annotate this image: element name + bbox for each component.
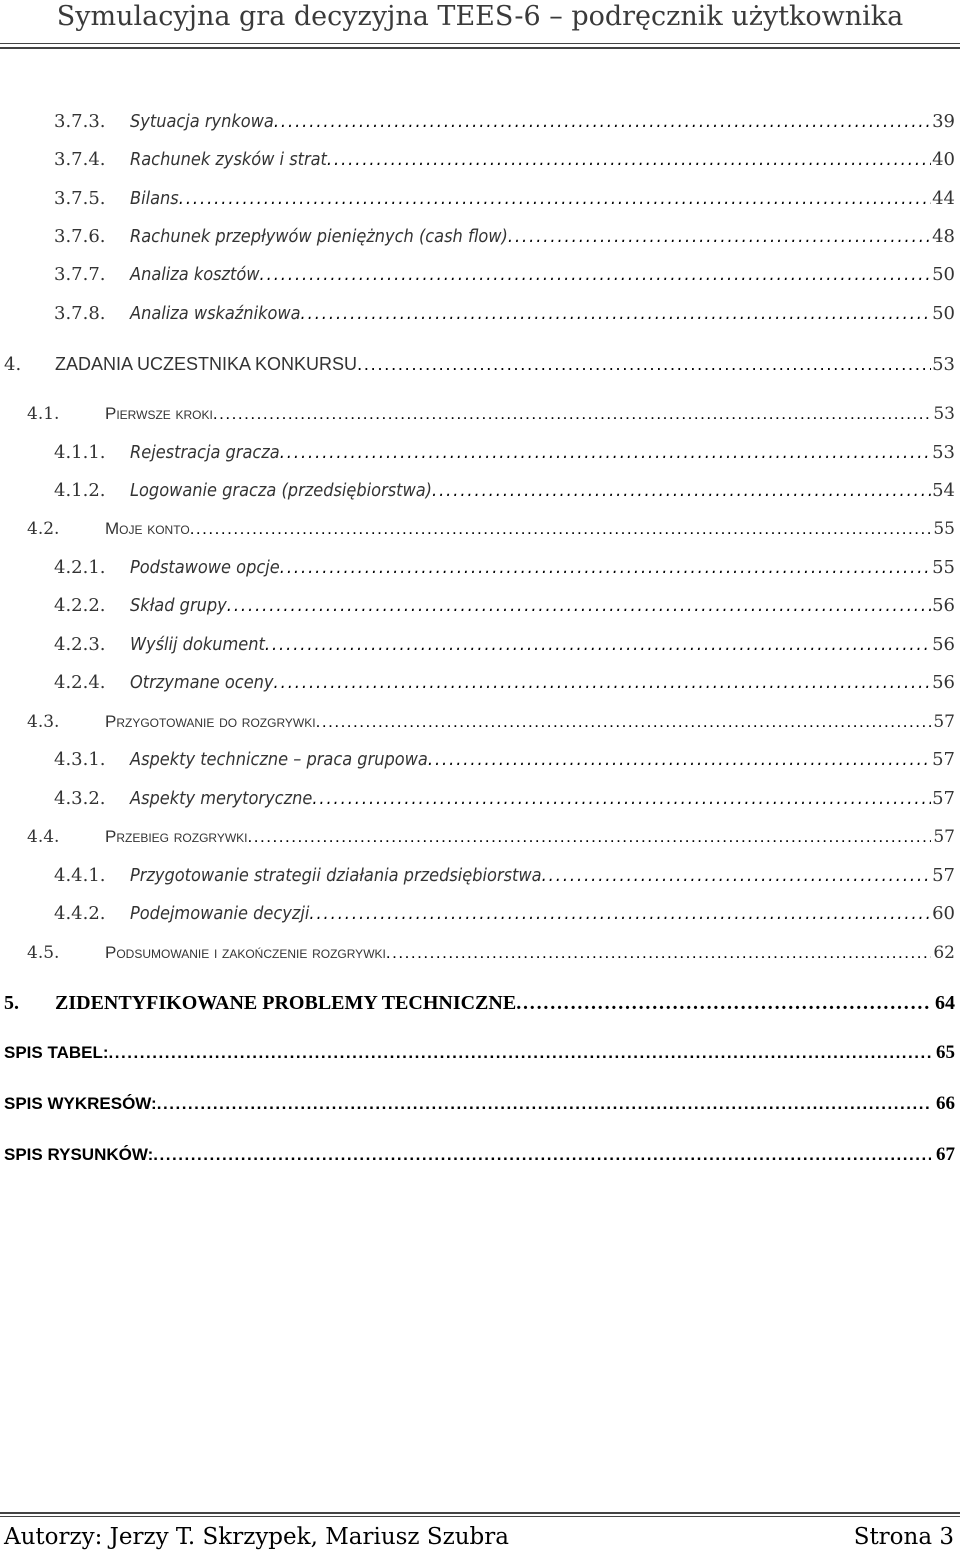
toc-dot-leader bbox=[179, 185, 931, 213]
toc-entry-title: ZADANIA UCZESTNIKA KONKURSU bbox=[55, 354, 358, 374]
toc-entry-title: Przygotowanie do rozgrywki bbox=[105, 712, 316, 731]
toc-entry-title: SPIS RYSUNKÓW: bbox=[4, 1145, 154, 1164]
toc-entry-page: 40 bbox=[932, 149, 955, 170]
toc-entry-title: Bilans bbox=[130, 188, 179, 209]
toc-entry-number: 4.3. bbox=[27, 712, 60, 732]
toc-entry-page: 44 bbox=[932, 188, 955, 209]
toc-dot-leader bbox=[157, 1090, 931, 1118]
toc-entry-title: Analiza kosztów bbox=[130, 264, 260, 285]
toc-chapter-entry[interactable] bbox=[0, 350, 955, 378]
toc-dot-leader bbox=[265, 631, 931, 659]
toc-entry-title: Rachunek przepływów pieniężnych (cash flow) bbox=[130, 226, 508, 247]
toc-entry-title: Wyślij dokument bbox=[130, 634, 265, 655]
toc-entry-number: 5. bbox=[4, 992, 19, 1014]
toc-entry-page: 64 bbox=[935, 992, 955, 1014]
toc-entry[interactable] bbox=[0, 108, 955, 136]
toc-entry-title: Podstawowe opcje bbox=[130, 557, 280, 578]
toc-dot-leader bbox=[428, 746, 931, 774]
toc-entry[interactable] bbox=[0, 554, 955, 582]
toc-entry[interactable] bbox=[0, 223, 955, 251]
toc-dot-leader bbox=[274, 669, 931, 697]
toc-entry-title: Sytuacja rynkowa bbox=[130, 111, 274, 132]
toc-entry[interactable] bbox=[0, 900, 955, 928]
toc-entry-page: 50 bbox=[932, 303, 955, 324]
toc-entry-page: 48 bbox=[932, 226, 955, 247]
header-divider bbox=[0, 43, 960, 44]
toc-entry-title: Rejestracja gracza bbox=[130, 442, 280, 463]
toc-dot-leader bbox=[357, 350, 931, 378]
toc-entry-page: 62 bbox=[933, 943, 955, 963]
toc-dot-leader bbox=[227, 592, 931, 620]
toc-entry-number: 3.7.5. bbox=[54, 188, 106, 209]
toc-dot-leader bbox=[153, 1141, 931, 1169]
toc-dot-leader bbox=[260, 261, 931, 289]
toc-entry-title: Pierwsze kroki bbox=[105, 404, 213, 423]
toc-entry-number: 4.1. bbox=[27, 404, 60, 424]
toc-entry-title: Aspekty merytoryczne bbox=[130, 788, 313, 809]
toc-entry-page: 50 bbox=[932, 264, 955, 285]
toc-entry-page: 67 bbox=[936, 1144, 955, 1165]
toc-entry-number: 4.3.2. bbox=[54, 788, 106, 809]
toc-entry-number: 4.2.2. bbox=[54, 595, 106, 616]
toc-entry-page: 55 bbox=[933, 519, 955, 539]
toc-entry-page: 57 bbox=[932, 865, 955, 886]
page-footer bbox=[4, 1521, 954, 1553]
toc-dot-leader bbox=[280, 439, 931, 467]
toc-entry-page: 39 bbox=[932, 111, 955, 132]
toc-list-of-tables[interactable] bbox=[0, 1039, 955, 1067]
footer-page-number: Strona 3 bbox=[853, 1524, 954, 1550]
toc-list-of-charts[interactable] bbox=[0, 1090, 955, 1118]
toc-entry-title: Przygotowanie strategii działania przedsiębiorstwa bbox=[130, 865, 542, 886]
toc-entry[interactable] bbox=[0, 669, 955, 697]
toc-list-of-figures[interactable] bbox=[0, 1141, 955, 1169]
toc-entry-number: 4. bbox=[4, 354, 22, 375]
toc-entry-number: 4.3.1. bbox=[54, 749, 106, 770]
toc-entry-page: 57 bbox=[932, 788, 955, 809]
toc-entry-title: Skład grupy bbox=[130, 595, 227, 616]
toc-entry[interactable] bbox=[0, 300, 955, 328]
toc-dot-leader bbox=[190, 515, 931, 543]
toc-dot-leader bbox=[386, 939, 931, 967]
toc-entry-number: 4.2. bbox=[27, 519, 60, 539]
toc-dot-leader bbox=[327, 146, 931, 174]
toc-dot-leader bbox=[213, 400, 931, 428]
toc-entry-page: 55 bbox=[932, 557, 955, 578]
toc-entry-number: 3.7.8. bbox=[54, 303, 106, 324]
toc-entry-title: SPIS WYKRESÓW: bbox=[4, 1094, 157, 1113]
toc-section-entry[interactable] bbox=[0, 400, 955, 428]
toc-entry[interactable] bbox=[0, 439, 955, 467]
toc-entry-title: Rachunek zysków i strat bbox=[130, 149, 327, 170]
toc-entry-number: 4.2.3. bbox=[54, 634, 106, 655]
toc-section-entry[interactable] bbox=[0, 939, 955, 967]
toc-entry-title: Przebieg rozgrywki bbox=[105, 827, 248, 846]
toc-entry-title: Aspekty techniczne – praca grupowa bbox=[130, 749, 428, 770]
toc-entry[interactable] bbox=[0, 746, 955, 774]
footer-divider bbox=[0, 1516, 960, 1517]
footer-divider-thick bbox=[0, 1512, 960, 1514]
toc-entry-title: Podsumowanie i zakończenie rozgrywki bbox=[105, 943, 386, 962]
toc-dot-leader bbox=[516, 989, 931, 1017]
toc-chapter-entry[interactable] bbox=[0, 989, 955, 1017]
toc-entry-page: 56 bbox=[932, 595, 955, 616]
toc-entry-page: 65 bbox=[936, 1042, 955, 1063]
toc-entry[interactable] bbox=[0, 631, 955, 659]
toc-dot-leader bbox=[312, 785, 931, 813]
toc-entry-number: 4.2.1. bbox=[54, 557, 106, 578]
toc-section-entry[interactable] bbox=[0, 515, 955, 543]
toc-dot-leader bbox=[109, 1039, 931, 1067]
toc-entry-title: Analiza wskaźnikowa bbox=[130, 303, 301, 324]
toc-entry-page: 56 bbox=[932, 634, 955, 655]
toc-entry-title: Podejmowanie decyzji bbox=[130, 903, 310, 924]
toc-entry-number: 3.7.4. bbox=[54, 149, 106, 170]
toc-entry-number: 3.7.6. bbox=[54, 226, 106, 247]
toc-entry[interactable] bbox=[0, 146, 955, 174]
page-header-title: Symulacyjna gra decyzyjna TEES-6 – podręcznik użytkownika bbox=[56, 1, 904, 32]
toc-entry-number: 4.4.1. bbox=[54, 865, 106, 886]
toc-entry-page: 56 bbox=[932, 672, 955, 693]
toc-entry[interactable] bbox=[0, 185, 955, 213]
toc-entry[interactable] bbox=[0, 477, 955, 505]
toc-entry-number: 4.1.2. bbox=[54, 480, 106, 501]
toc-entry-page: 54 bbox=[932, 480, 955, 501]
toc-section-entry[interactable] bbox=[0, 823, 955, 851]
toc-entry-page: 66 bbox=[936, 1093, 955, 1114]
toc-entry-title: Otrzymane oceny bbox=[130, 672, 274, 693]
footer-authors: Autorzy: Jerzy T. Skrzypek, Mariusz Szubra bbox=[4, 1524, 509, 1550]
toc-dot-leader bbox=[309, 900, 931, 928]
toc-entry[interactable] bbox=[0, 592, 955, 620]
toc-entry-page: 57 bbox=[933, 827, 955, 847]
toc-entry-number: 4.4. bbox=[27, 827, 60, 847]
toc-entry[interactable] bbox=[0, 261, 955, 289]
toc-dot-leader bbox=[274, 108, 931, 136]
toc-entry[interactable] bbox=[0, 862, 955, 890]
toc-entry-page: 57 bbox=[932, 749, 955, 770]
toc-entry-page: 53 bbox=[932, 354, 955, 375]
toc-entry-title: Logowanie gracza (przedsiębiorstwa) bbox=[130, 480, 433, 501]
toc-dot-leader bbox=[508, 223, 931, 251]
toc-dot-leader bbox=[248, 823, 931, 851]
toc-entry-title: SPIS TABEL: bbox=[4, 1043, 109, 1062]
toc-dot-leader bbox=[301, 300, 931, 328]
toc-entry-title: ZIDENTYFIKOWANE PROBLEMY TECHNICZNE bbox=[55, 992, 517, 1014]
toc-entry-number: 4.4.2. bbox=[54, 903, 106, 924]
toc-dot-leader bbox=[280, 554, 931, 582]
toc-entry-page: 53 bbox=[932, 442, 955, 463]
toc-entry-page: 57 bbox=[933, 712, 955, 732]
toc-section-entry[interactable] bbox=[0, 708, 955, 736]
toc-entry-page: 53 bbox=[933, 404, 955, 424]
toc-entry-number: 4.1.1. bbox=[54, 442, 106, 463]
toc-entry[interactable] bbox=[0, 785, 955, 813]
header-divider-thick bbox=[0, 47, 960, 49]
toc-entry-number: 4.2.4. bbox=[54, 672, 106, 693]
toc-entry-number: 3.7.3. bbox=[54, 111, 106, 132]
toc-entry-number: 4.5. bbox=[27, 943, 60, 963]
toc-entry-number: 3.7.7. bbox=[54, 264, 106, 285]
toc-entry-page: 60 bbox=[932, 903, 955, 924]
toc-dot-leader bbox=[316, 708, 931, 736]
toc-dot-leader bbox=[432, 477, 931, 505]
toc-entry-title: Moje konto bbox=[105, 519, 190, 538]
toc-dot-leader bbox=[542, 862, 931, 890]
